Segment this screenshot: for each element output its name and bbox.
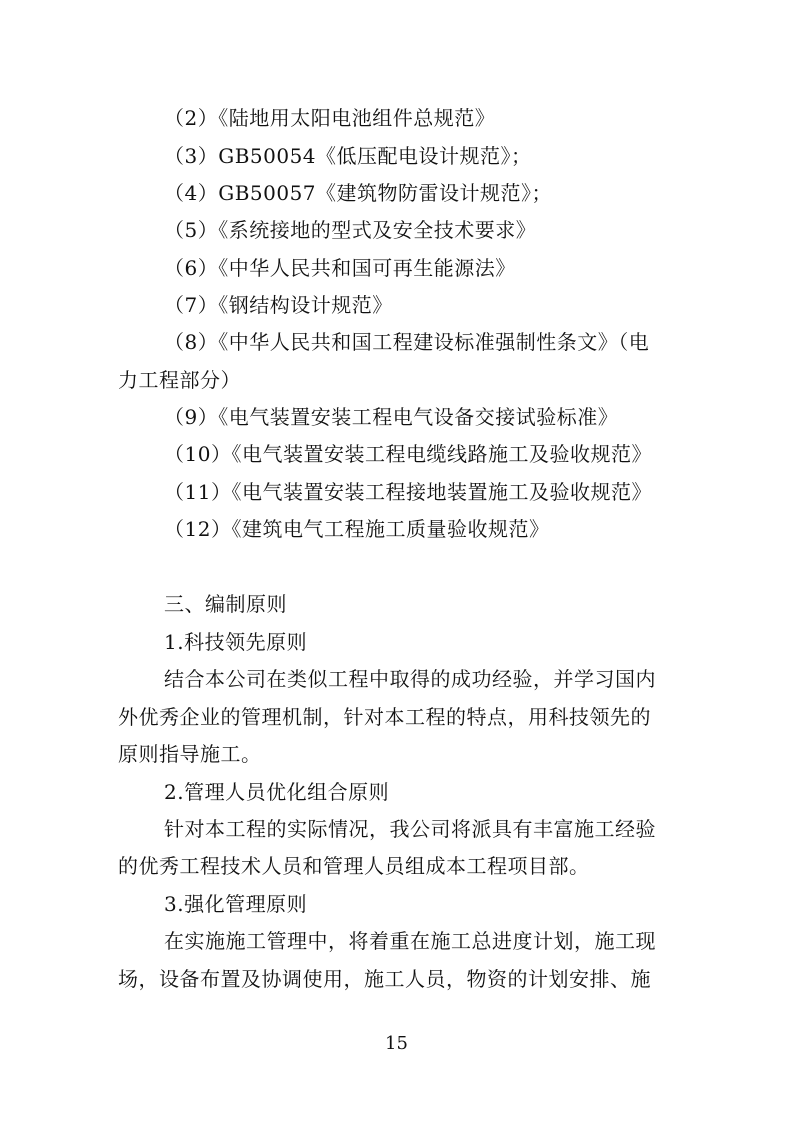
page-number: 15 bbox=[385, 1033, 408, 1054]
reference-item: （8）《中华人民共和国工程建设标准强制性条文》（电 bbox=[164, 330, 650, 354]
principle-1-text: 外优秀企业的管理机制，针对本工程的特点，用科技领先的 bbox=[118, 705, 651, 729]
reference-item: （7）《钢结构设计规范》 bbox=[164, 293, 393, 317]
reference-item: （5）《系统接地的型式及安全技术要求》 bbox=[164, 218, 537, 242]
section-heading: 三、编制原则 bbox=[164, 592, 287, 616]
reference-item: （6）《中华人民共和国可再生能源法》 bbox=[164, 256, 516, 280]
reference-item-continuation: 力工程部分） bbox=[118, 368, 241, 392]
principle-3-text: 在实施施工管理中，将着重在施工总进度计划，施工现 bbox=[164, 929, 656, 953]
reference-item: （12）《建筑电气工程施工质量验收规范》 bbox=[164, 517, 550, 541]
reference-item: （11）《电气装置安装工程接地装置施工及验收规范》 bbox=[164, 480, 652, 504]
reference-item: （9）《电气装置安装工程电气设备交接试验标准》 bbox=[164, 405, 619, 429]
reference-item: （4）GB50057《建筑物防雷设计规范》； bbox=[164, 181, 553, 205]
principle-1-title: 1.科技领先原则 bbox=[164, 630, 308, 654]
principle-1-text: 结合本公司在类似工程中取得的成功经验，并学习国内 bbox=[164, 667, 656, 691]
reference-item: （2）《陆地用太阳电池组件总规范》 bbox=[164, 106, 496, 130]
principle-2-text: 针对本工程的实际情况，我公司将派具有丰富施工经验 bbox=[164, 817, 656, 841]
principle-3-text: 场，设备布置及协调使用，施工人员，物资的计划安排、施 bbox=[118, 967, 651, 991]
principle-3-title: 3.强化管理原则 bbox=[164, 892, 308, 916]
principle-2-text: 的优秀工程技术人员和管理人员组成本工程项目部。 bbox=[118, 854, 590, 878]
reference-item: （10）《电气装置安装工程电缆线路施工及验收规范》 bbox=[164, 442, 652, 466]
principle-1-text: 原则指导施工。 bbox=[118, 742, 262, 766]
reference-item: （3）GB50054《低压配电设计规范》； bbox=[164, 144, 532, 168]
principle-2-title: 2.管理人员优化组合原则 bbox=[164, 780, 390, 804]
